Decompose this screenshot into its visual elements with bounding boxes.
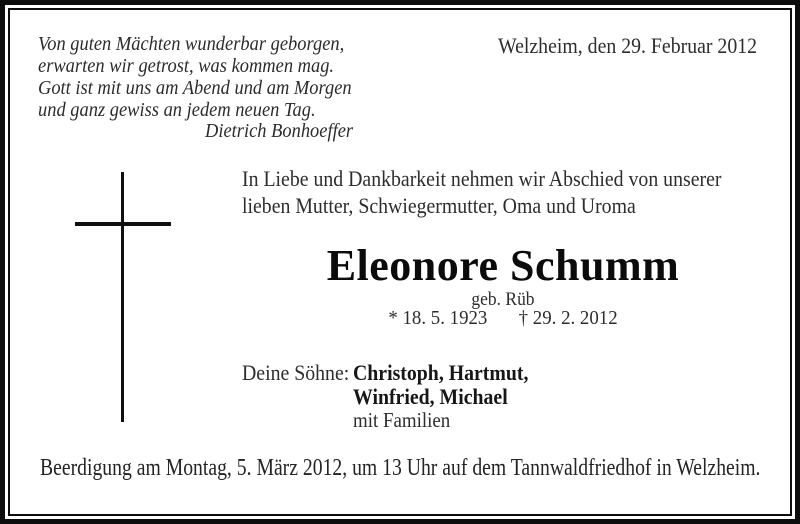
cross-vertical-bar <box>121 172 124 422</box>
cross-horizontal-bar <box>75 222 171 226</box>
quote-line: und ganz gewiss an jedem neuen Tag. <box>38 99 316 121</box>
birth-date: * 18. 5. 1923 <box>388 307 488 329</box>
mourners-names-line-2: Winfried, Michael <box>353 384 508 409</box>
quote-attribution: Dietrich Bonhoeffer <box>205 120 354 142</box>
mourners-label: Deine Söhne: <box>242 360 350 385</box>
place-dateline: Welzheim, den 29. Februar 2012 <box>498 33 758 58</box>
intro-line-1: In Liebe und Dankbarkeit nehmen wir Abschied von unserer <box>242 166 722 191</box>
quote-line: Gott ist mit uns am Abend und am Morgen <box>38 77 352 99</box>
maiden-name: geb. Rüb <box>471 289 535 310</box>
mourners-names-line-1: Christoph, Hartmut, <box>353 360 529 385</box>
vital-dates <box>273 307 733 330</box>
intro-line-2: lieben Mutter, Schwiegermutter, Oma und Uroma <box>242 193 636 218</box>
death-date: † 29. 2. 2012 <box>518 307 618 329</box>
quote-line: erwarten wir getrost, was kommen mag. <box>38 55 335 77</box>
quote-line: Von guten Mächten wunderbar geborgen, <box>38 33 345 55</box>
intro-text <box>242 165 721 219</box>
quote-block <box>38 33 352 121</box>
mourners-suffix: mit Familien <box>353 408 451 432</box>
funeral-info: Beerdigung am Montag, 5. März 2012, um 13 Uhr auf dem Tannwaldfriedhof in Welzheim. <box>40 455 761 481</box>
deceased-name: Eleonore Schumm <box>326 241 680 290</box>
